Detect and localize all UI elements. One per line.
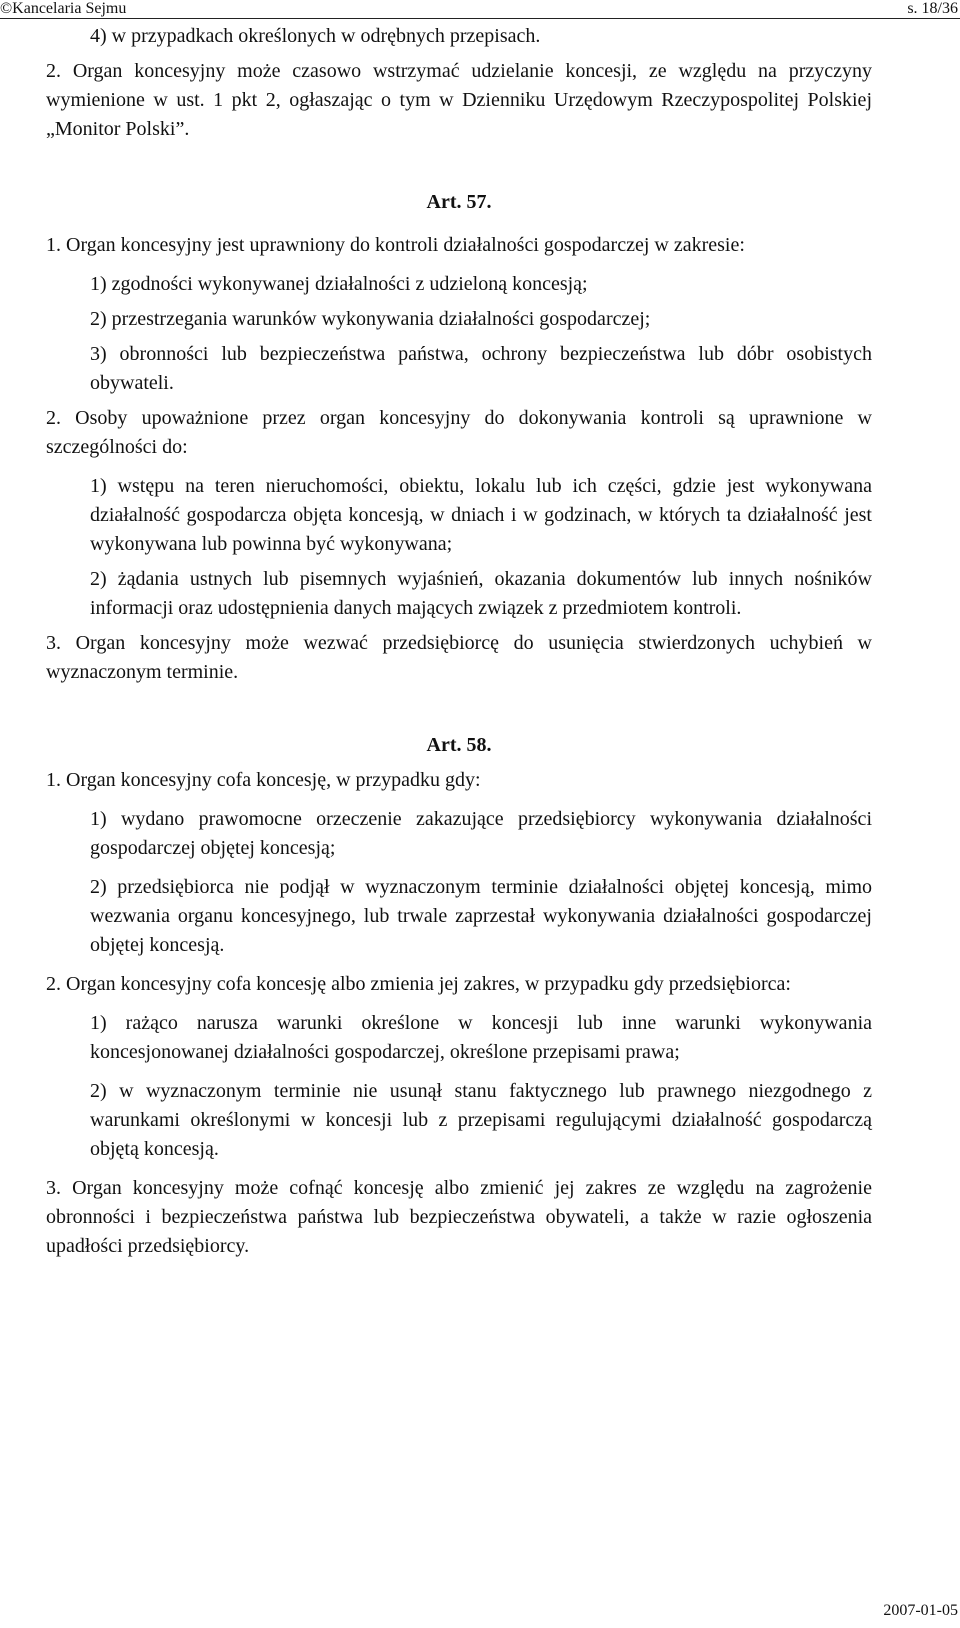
art57-paragraph-3: 3. Organ koncesyjny może wezwać przedsiębiorcę do usunięcia stwierdzonych uchybień w wyznaczonym terminie. (46, 632, 872, 683)
art57-p1-item-3: 3) obronności lub bezpieczeństwa państwa, ochrony bezpieczeństwa lub dóbr osobistych obywateli. (90, 343, 872, 394)
art56-paragraph-2: 2. Organ koncesyjny może czasowo wstrzymać udzielanie koncesji, ze względu na przyczyny wymienione w ust. 1 pkt 2, ogłaszając o tym w Dzienniku Urzędowym Rzeczypospolitej Polskiej „Monitor Polski”. (46, 60, 872, 140)
art58-p2-item-1: 1) rażąco narusza warunki określone w koncesji lub inne warunki wykonywania koncesjonowanej działalności gospodarczej, określone przepisami prawa; (90, 1012, 872, 1063)
art57-p1-item-2: 2) przestrzegania warunków wykonywania działalności gospodarczej; (90, 308, 651, 330)
art58-paragraph-3: 3. Organ koncesyjny może cofnąć koncesję albo zmienić jej zakres ze względu na zagrożenie obronności i bezpieczeństwa państwa lub bezpieczeństwa obywateli, a także w razie ogłoszenia upadłości przedsiębiorcy. (46, 1177, 872, 1257)
header-divider (0, 18, 960, 19)
art58-paragraph-2: 2. Organ koncesyjny cofa koncesję albo zmienia jej zakres, w przypadku gdy przedsiębiorca: (46, 973, 791, 995)
art58-paragraph-1: 1. Organ koncesyjny cofa koncesję, w przypadku gdy: (46, 769, 481, 791)
art57-p2-item-2: 2) żądania ustnych lub pisemnych wyjaśnień, okazania dokumentów lub innych nośników informacji oraz udostępnienia danych mających związek z przedmiotem kontroli. (90, 568, 872, 619)
art58-p1-item-1: 1) wydano prawomocne orzeczenie zakazujące przedsiębiorcy wykonywania działalności gospodarczej objętej koncesją; (90, 808, 872, 859)
article-58-heading: Art. 58. (426, 734, 492, 756)
document-body (46, 22, 872, 1261)
art58-p2-item-2: 2) w wyznaczonym terminie nie usunął stanu faktycznego lub prawnego niezgodnego z warunkami określonymi w koncesji lub z przepisami regulującymi działalność gospodarczą objętą koncesją. (90, 1080, 872, 1160)
header-page-number: s. 18/36 (907, 0, 958, 17)
art57-p1-item-1: 1) zgodności wykonywanej działalności z udzieloną koncesją; (90, 273, 588, 295)
art58-p1-item-2: 2) przedsiębiorca nie podjął w wyznaczonym terminie działalności objętej koncesją, mimo wezwania organu koncesyjnego, lub trwale zaprzestał wykonywania działalności gospodarczej objętej koncesją. (90, 876, 872, 956)
article-57-heading: Art. 57. (426, 191, 492, 213)
art57-paragraph-1: 1. Organ koncesyjny jest uprawniony do kontroli działalności gospodarczej w zakresie: (46, 234, 745, 256)
art56-item-4: 4) w przypadkach określonych w odrębnych przepisach. (90, 25, 541, 47)
header-copyright: ©Kancelaria Sejmu (0, 0, 127, 17)
art57-p2-item-1: 1) wstępu na teren nieruchomości, obiektu, lokalu lub ich części, gdzie jest wykonywana działalność gospodarcza objęta koncesją, w dniach i w godzinach, w których ta działalność jest wykonywana lub powinna być wykonywana; (90, 475, 872, 555)
art57-paragraph-2: 2. Osoby upoważnione przez organ koncesyjny do dokonywania kontroli są uprawnione w szczególności do: (46, 407, 872, 458)
footer-date: 2007-01-05 (883, 1602, 958, 1619)
